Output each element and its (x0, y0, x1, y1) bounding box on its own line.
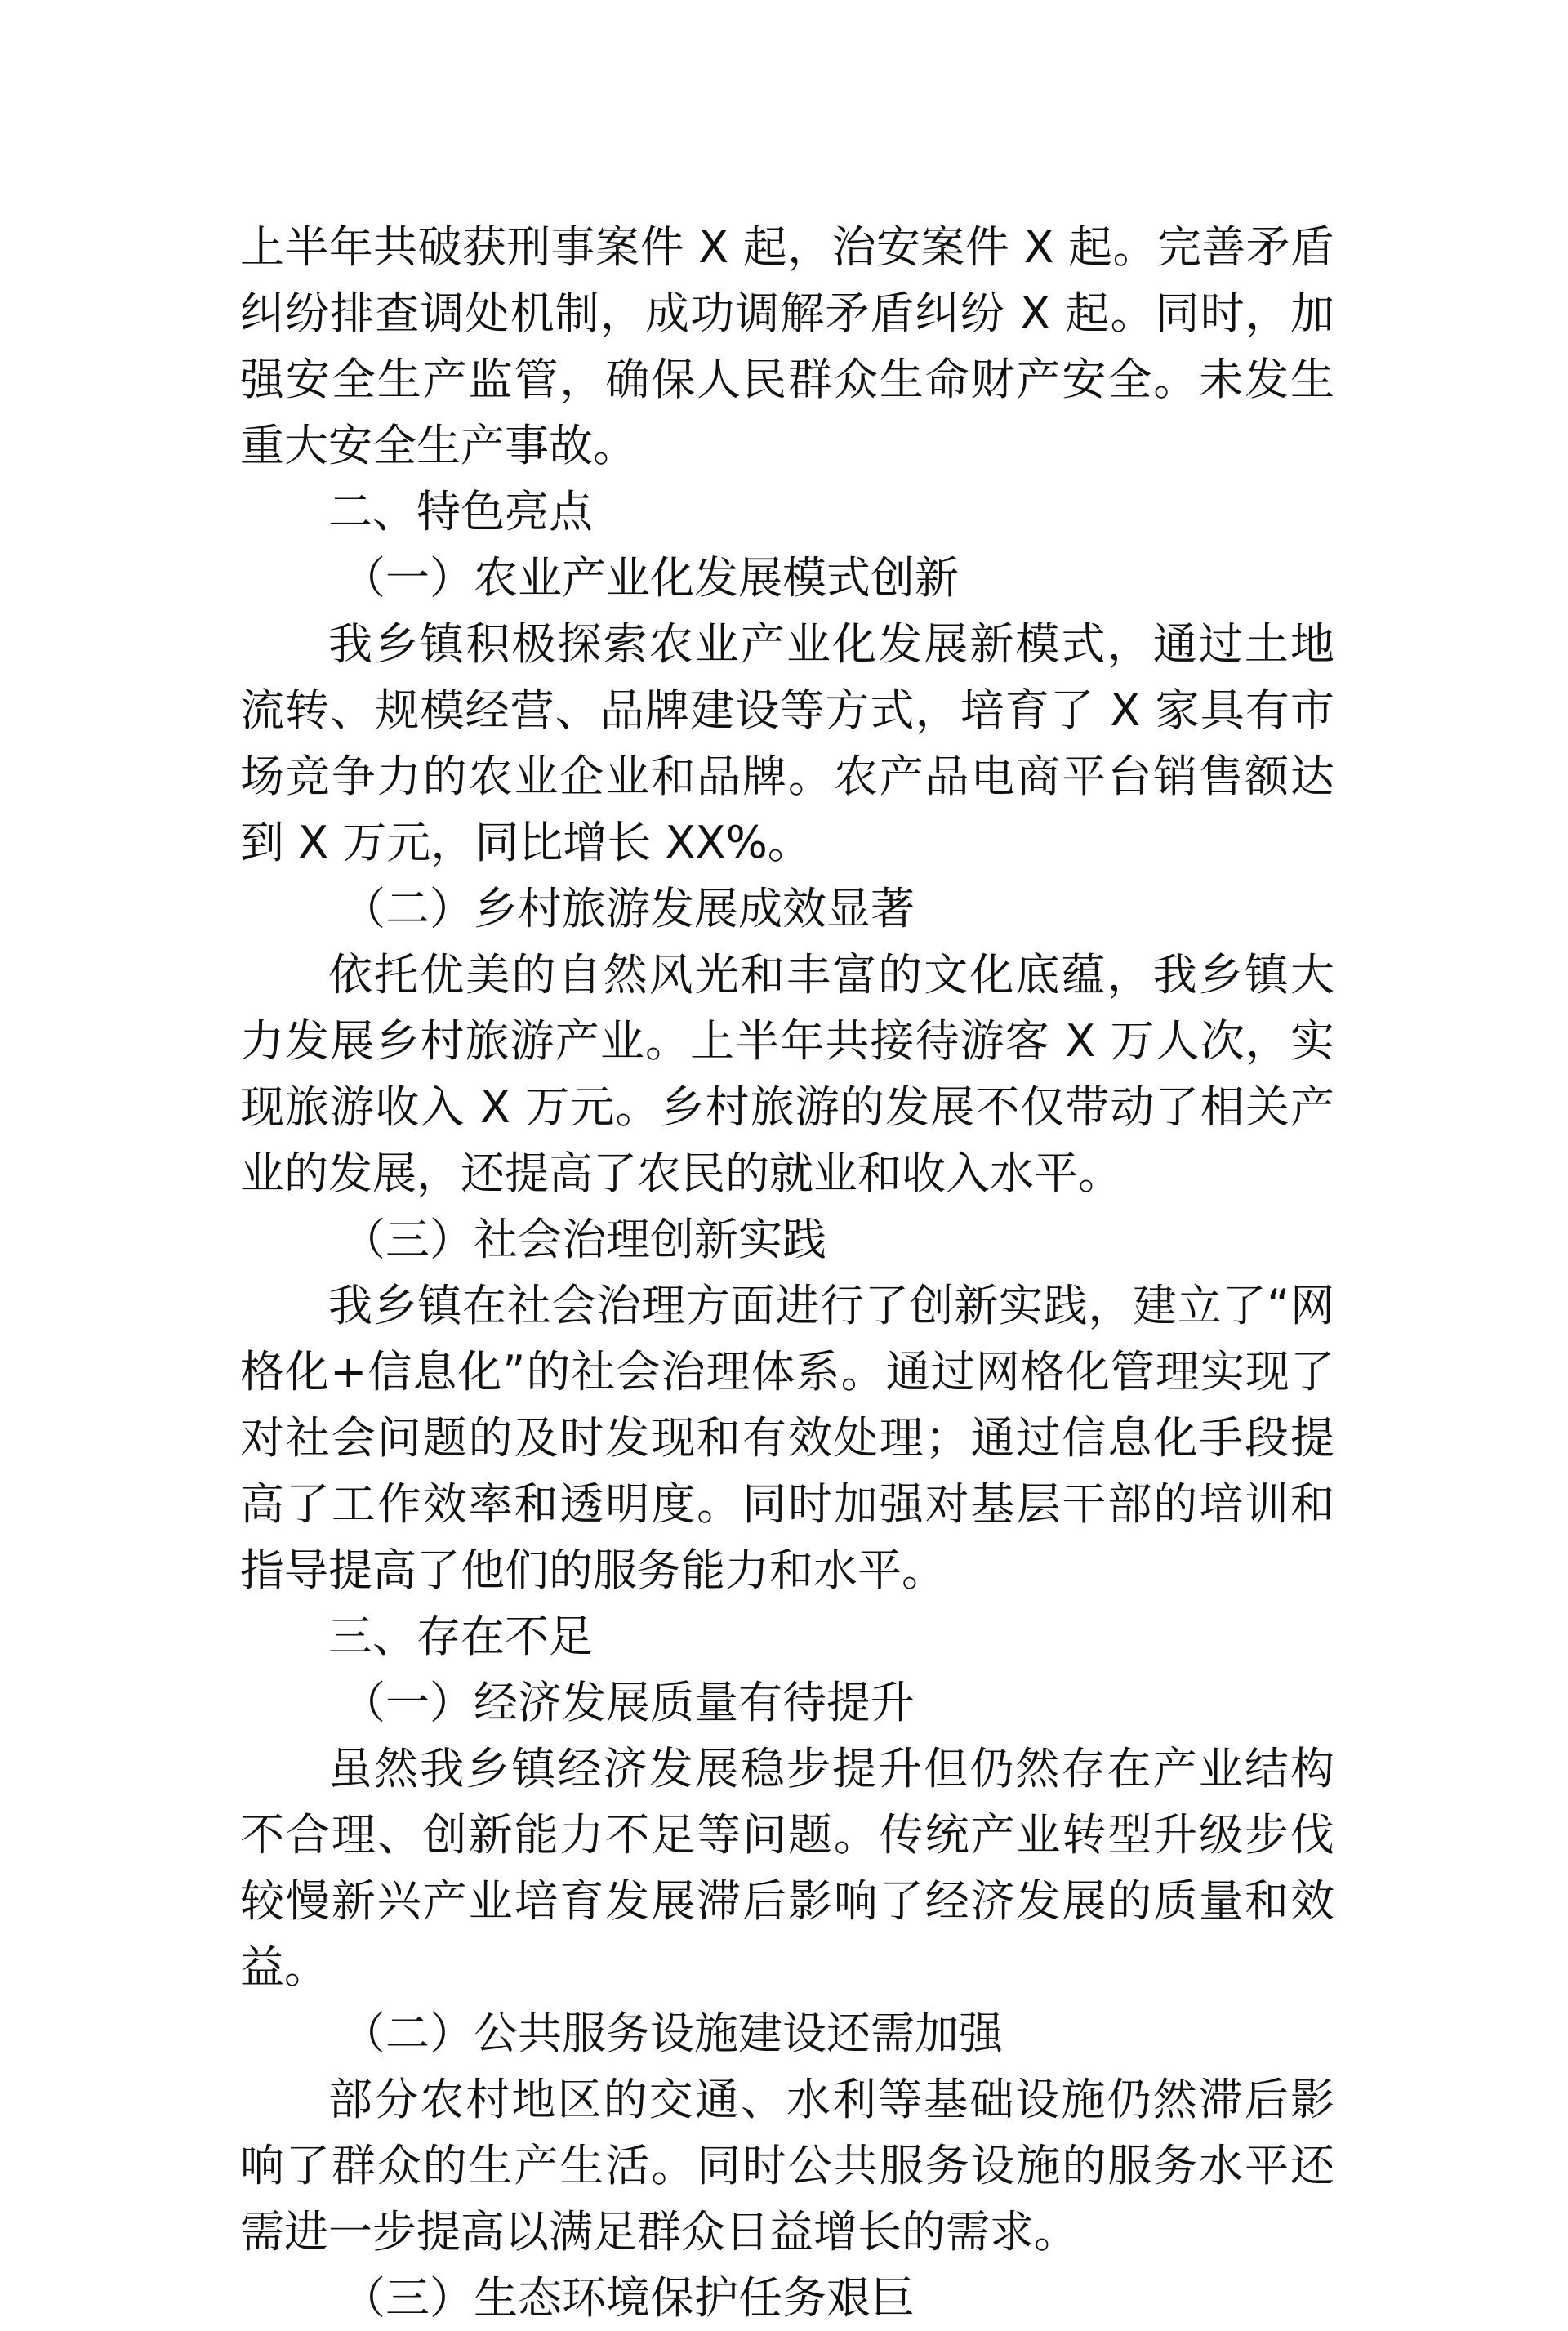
body-paragraph: 虽然我乡镇经济发展稳步提升但仍然存在产业结构不合理、创新能力不足等问题。传统产业转型升级步伐较慢新兴产业培育发展滞后影响了经济发展的质量和效益。 (240, 1743, 1334, 1993)
body-paragraph: 依托优美的自然风光和丰富的文化底蕴，我乡镇大力发展乡村旅游产业。上半年共接待游客 X 万人次，实现旅游收入 X 万元。乡村旅游的发展不仅带动了相关产业的发展，还提高了农民的就业和收入水平。 (240, 949, 1334, 1199)
subsection-heading: （一）经济发展质量有待提升 (341, 1677, 915, 1728)
subsection-heading: （二）乡村旅游发展成效显著 (341, 883, 915, 934)
document-body (240, 214, 1334, 2331)
section-heading: 二、特色亮点 (328, 486, 593, 537)
subsection-heading: （三）社会治理创新实践 (341, 1214, 826, 1265)
body-paragraph: 上半年共破获刑事案件 X 起，治安案件 X 起。完善矛盾纠纷排查调处机制，成功调解矛盾纠纷 X 起。同时，加强安全生产监管，确保人民群众生命财产安全。未发生重大安全生产事故。 (240, 221, 1334, 471)
section-heading: 三、存在不足 (328, 1611, 593, 1662)
subsection-heading: （三）生态环境保护任务艰巨 (341, 2272, 915, 2324)
body-paragraph: 部分农村地区的交通、水利等基础设施仍然滞后影响了群众的生产生活。同时公共服务设施的服务水平还需进一步提高以满足群众日益增长的需求。 (240, 2074, 1334, 2257)
subsection-heading: （一）农业产业化发展模式创新 (341, 552, 959, 604)
body-paragraph: 我乡镇在社会治理方面进行了创新实践，建立了“网格化+信息化”的社会治理体系。通过网格化管理实现了对社会问题的及时发现和有效处理；通过信息化手段提高了工作效率和透明度。同时加强对基层干部的培训和指导提高了他们的服务能力和水平。 (240, 1280, 1334, 1596)
body-paragraph: 我乡镇积极探索农业产业化发展新模式，通过土地流转、规模经营、品牌建设等方式，培育了 X 家具有市场竞争力的农业企业和品牌。农产品电商平台销售额达到 X 万元，同比增长 XX%。 (240, 618, 1334, 868)
subsection-heading: （二）公共服务设施建设还需加强 (341, 2008, 1003, 2059)
